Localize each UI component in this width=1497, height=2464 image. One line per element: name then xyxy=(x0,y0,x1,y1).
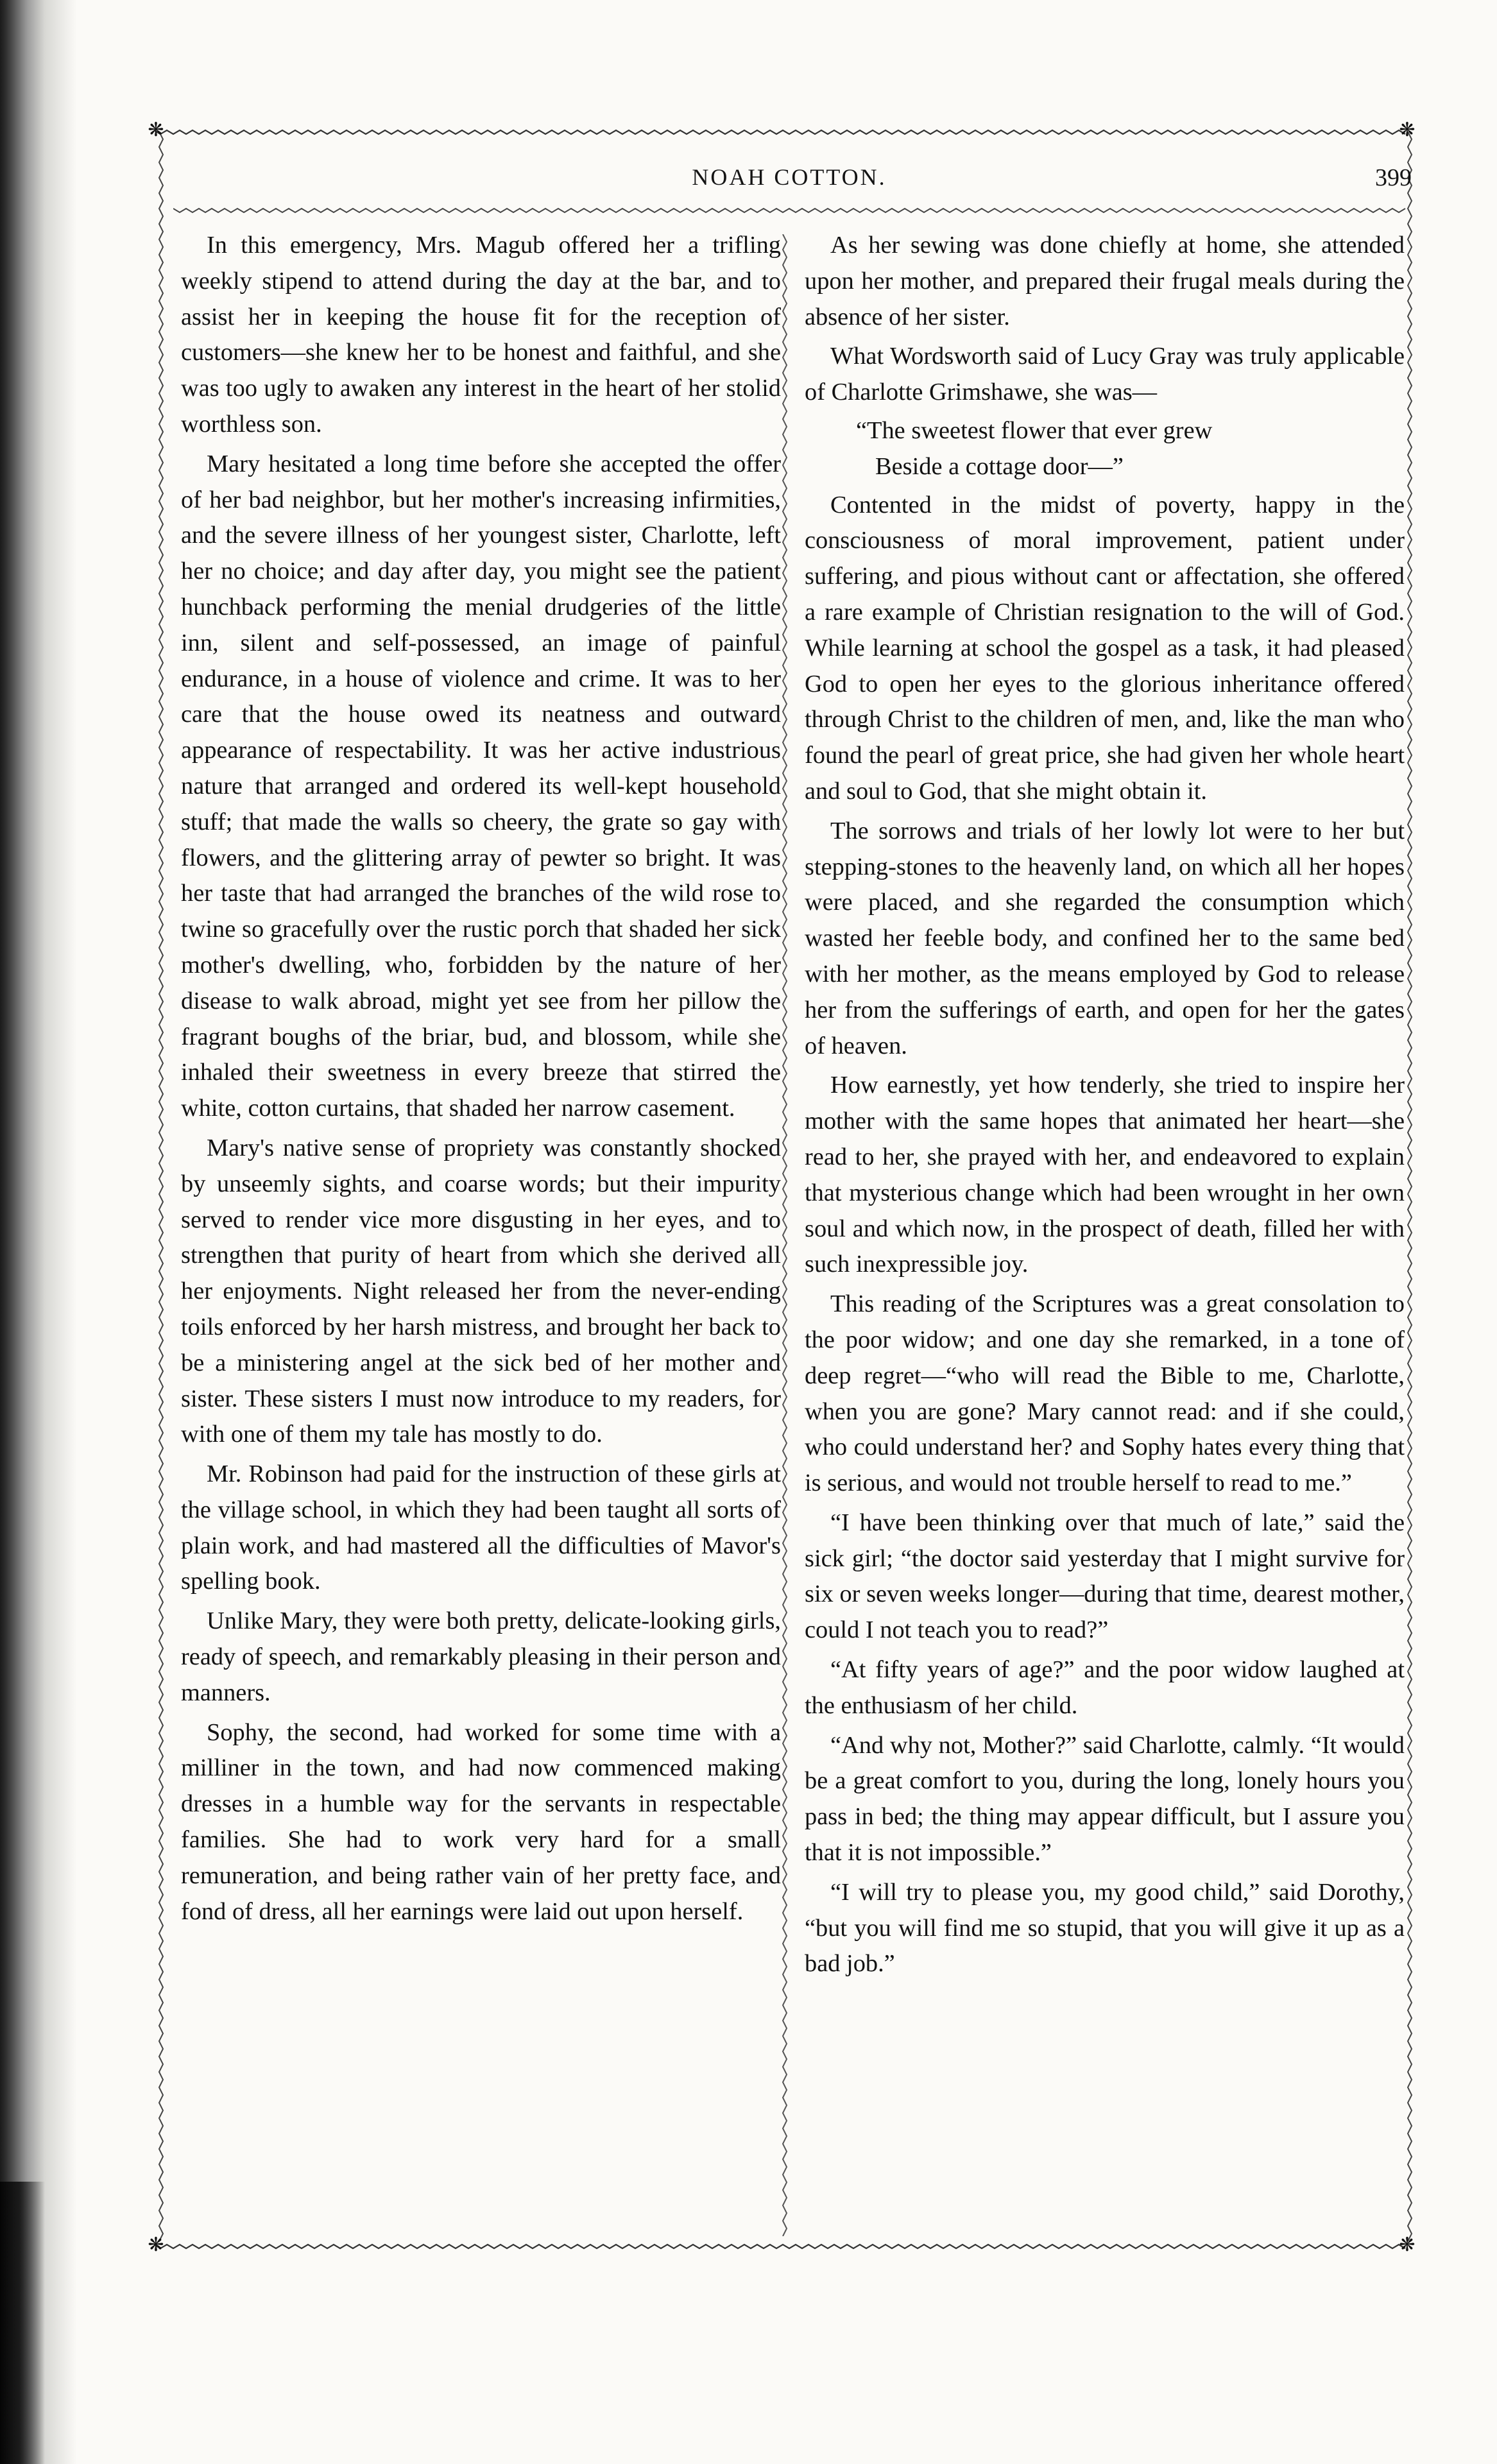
corner-ornament-bottom-left-icon: ❋ xyxy=(148,2234,164,2256)
paragraph: Mary hesitated a long time before she accepted the offer of her bad neighbor, but her mother's increasing infirmities, and the severe illness of her youngest sister, Charlotte, left her no choice; and day after day, you might see the patient hunchback performing the menial drudgeries of the little inn, silent and self-possessed, an image of painful endurance, in a house of violence and crime. It was to her care that the house owed its neatness and outward appearance of respectability. It was her active industrious nature that arranged and ordered its well-kept household stuff; that made the walls so cheery, the grate so gay with flowers, and the glittering array of pewter so bright. It was her taste that had arranged the branches of the wild rose to twine so gracefully over the rustic porch that shaded her sick mother's dwelling, who, forbidden by the nature of her disease to walk abroad, might yet see from her pillow the fragrant boughs of the briar, bud, and blossom, while she inhaled their sweetness in every breeze that stirred the white, cotton curtains, that shaded her narrow casement. xyxy=(181,450,781,1122)
paragraph: Mary's native sense of propriety was constantly shocked by unseemly sights, and coarse words; but their impurity served to render vice more disgusting in her eyes, and to strengthen that purity of heart from which she derived all her enjoyments. Night released her from the never-ending toils enforced by her harsh mistress, and brought her back to be a ministering angel at the sick bed of her mother and sister. These sisters I must now introduce to my readers, for with one of them my tale has mostly to do. xyxy=(181,1134,781,1448)
paragraph: Contented in the midst of poverty, happy in the consciousness of moral improvement, patient under suffering, and pious without cant or affectation, she offered a rare example of Christian resignation to the will of God. While learning at school the gospel as a task, it had pleased God to open her eyes to the glorious inheritance offered through Christ to the children of men, and, like the man who found the pearl of great price, she had given her whole heart and soul to God, that she might obtain it. xyxy=(805,491,1405,805)
paragraph: The sorrows and trials of her lowly lot were to her but stepping-stones to the heavenly land, on which all her hopes were placed, and she regarded the consumption which wasted her feeble body, and confined her to the same bed with her mother, as the means employed by God to release her from the sufferings of earth, and open for her the gates of heaven. xyxy=(805,817,1405,1059)
left-ornamental-border xyxy=(154,132,168,2246)
paragraph: In this emergency, Mrs. Magub offered her a trifling weekly stipend to attend during the day at the bar, and to assist her in keeping the house fit for the reception of customers—she knew her to be honest and faithful, and she was too ugly to awaken any interest in the heart of her stolid worthless son. xyxy=(181,232,781,438)
paragraph: What Wordsworth said of Lucy Gray was truly applicable of Charlotte Grimshawe, she was— xyxy=(805,343,1405,406)
binding-ink-blot xyxy=(0,2182,45,2464)
corner-ornament-top-left-icon: ❋ xyxy=(148,119,164,141)
paragraph: “I have been thinking over that much of late,” said the sick girl; “the doctor said yesterday that I might survive for six or seven weeks longer—during that time, dearest mother, could I not teach you to read?” xyxy=(805,1509,1405,1644)
running-header xyxy=(167,164,1412,202)
binding-gutter-shadow xyxy=(0,0,77,2464)
paragraph: “And why not, Mother?” said Charlotte, calmly. “It would be a great comfort to you, during the long, lonely hours you pass in bed; the thing may appear difficult, but I assure you that it is not impossible.” xyxy=(805,1731,1405,1867)
paragraph: “At fifty years of age?” and the poor widow laughed at the enthusiasm of her child. xyxy=(805,1656,1405,1719)
verse-quotation xyxy=(856,413,1405,485)
page-number: 399 xyxy=(1375,164,1412,191)
top-ornamental-border xyxy=(154,125,1408,139)
left-text-column xyxy=(181,228,781,1929)
corner-ornament-top-right-icon: ❋ xyxy=(1399,119,1416,141)
right-text-column xyxy=(805,228,1405,1982)
right-ornamental-border xyxy=(1403,132,1417,2246)
running-title: NOAH COTTON. xyxy=(692,164,887,190)
paragraph: Unlike Mary, they were both pretty, delicate-looking girls, ready of speech, and remarkably pleasing in their person and manners. xyxy=(181,1607,781,1706)
bottom-ornamental-border xyxy=(154,2239,1408,2254)
paragraph: Mr. Robinson had paid for the instruction of these girls at the village school, in which they had been taught all sorts of plain work, and had mastered all the difficulties of Mavor's spelling book. xyxy=(181,1460,781,1595)
paragraph: This reading of the Scriptures was a great consolation to the poor widow; and one day she remarked, in a tone of deep regret—“who will read the Bible to me, Charlotte, when you are gone? Mary cannot read: and if she could, who could understand her? and Sophy hates every thing that is serious, and would not trouble herself to read to me.” xyxy=(805,1290,1405,1497)
verse-line: Beside a cottage door—” xyxy=(875,452,1124,480)
header-rule xyxy=(173,204,1408,217)
verse-line: “The sweetest flower that ever grew xyxy=(856,416,1213,444)
paragraph: As her sewing was done chiefly at home, she attended upon her mother, and prepared their frugal meals during the absence of her sister. xyxy=(805,232,1405,330)
paragraph: “I will try to please you, my good child,” said Dorothy, “but you will find me so stupid, that you will give it up as a bad job.” xyxy=(805,1878,1405,1978)
paragraph: Sophy, the second, had worked for some time with a milliner in the town, and had now commenced making dresses in a humble way for the servants in respectable families. She had to work very hard for a small remuneration, and being rather vain of her pretty face, and fond of dress, all her earnings were laid out upon herself. xyxy=(181,1718,781,1925)
paragraph: How earnestly, yet how tenderly, she tried to inspire her mother with the same hopes that animated her heart—she read to her, she prayed with her, and endeavored to explain that mysterious change which had been wrought in her own soul and which now, in the prospect of death, filled her with such inexpressible joy. xyxy=(805,1072,1405,1278)
corner-ornament-bottom-right-icon: ❋ xyxy=(1399,2234,1416,2256)
